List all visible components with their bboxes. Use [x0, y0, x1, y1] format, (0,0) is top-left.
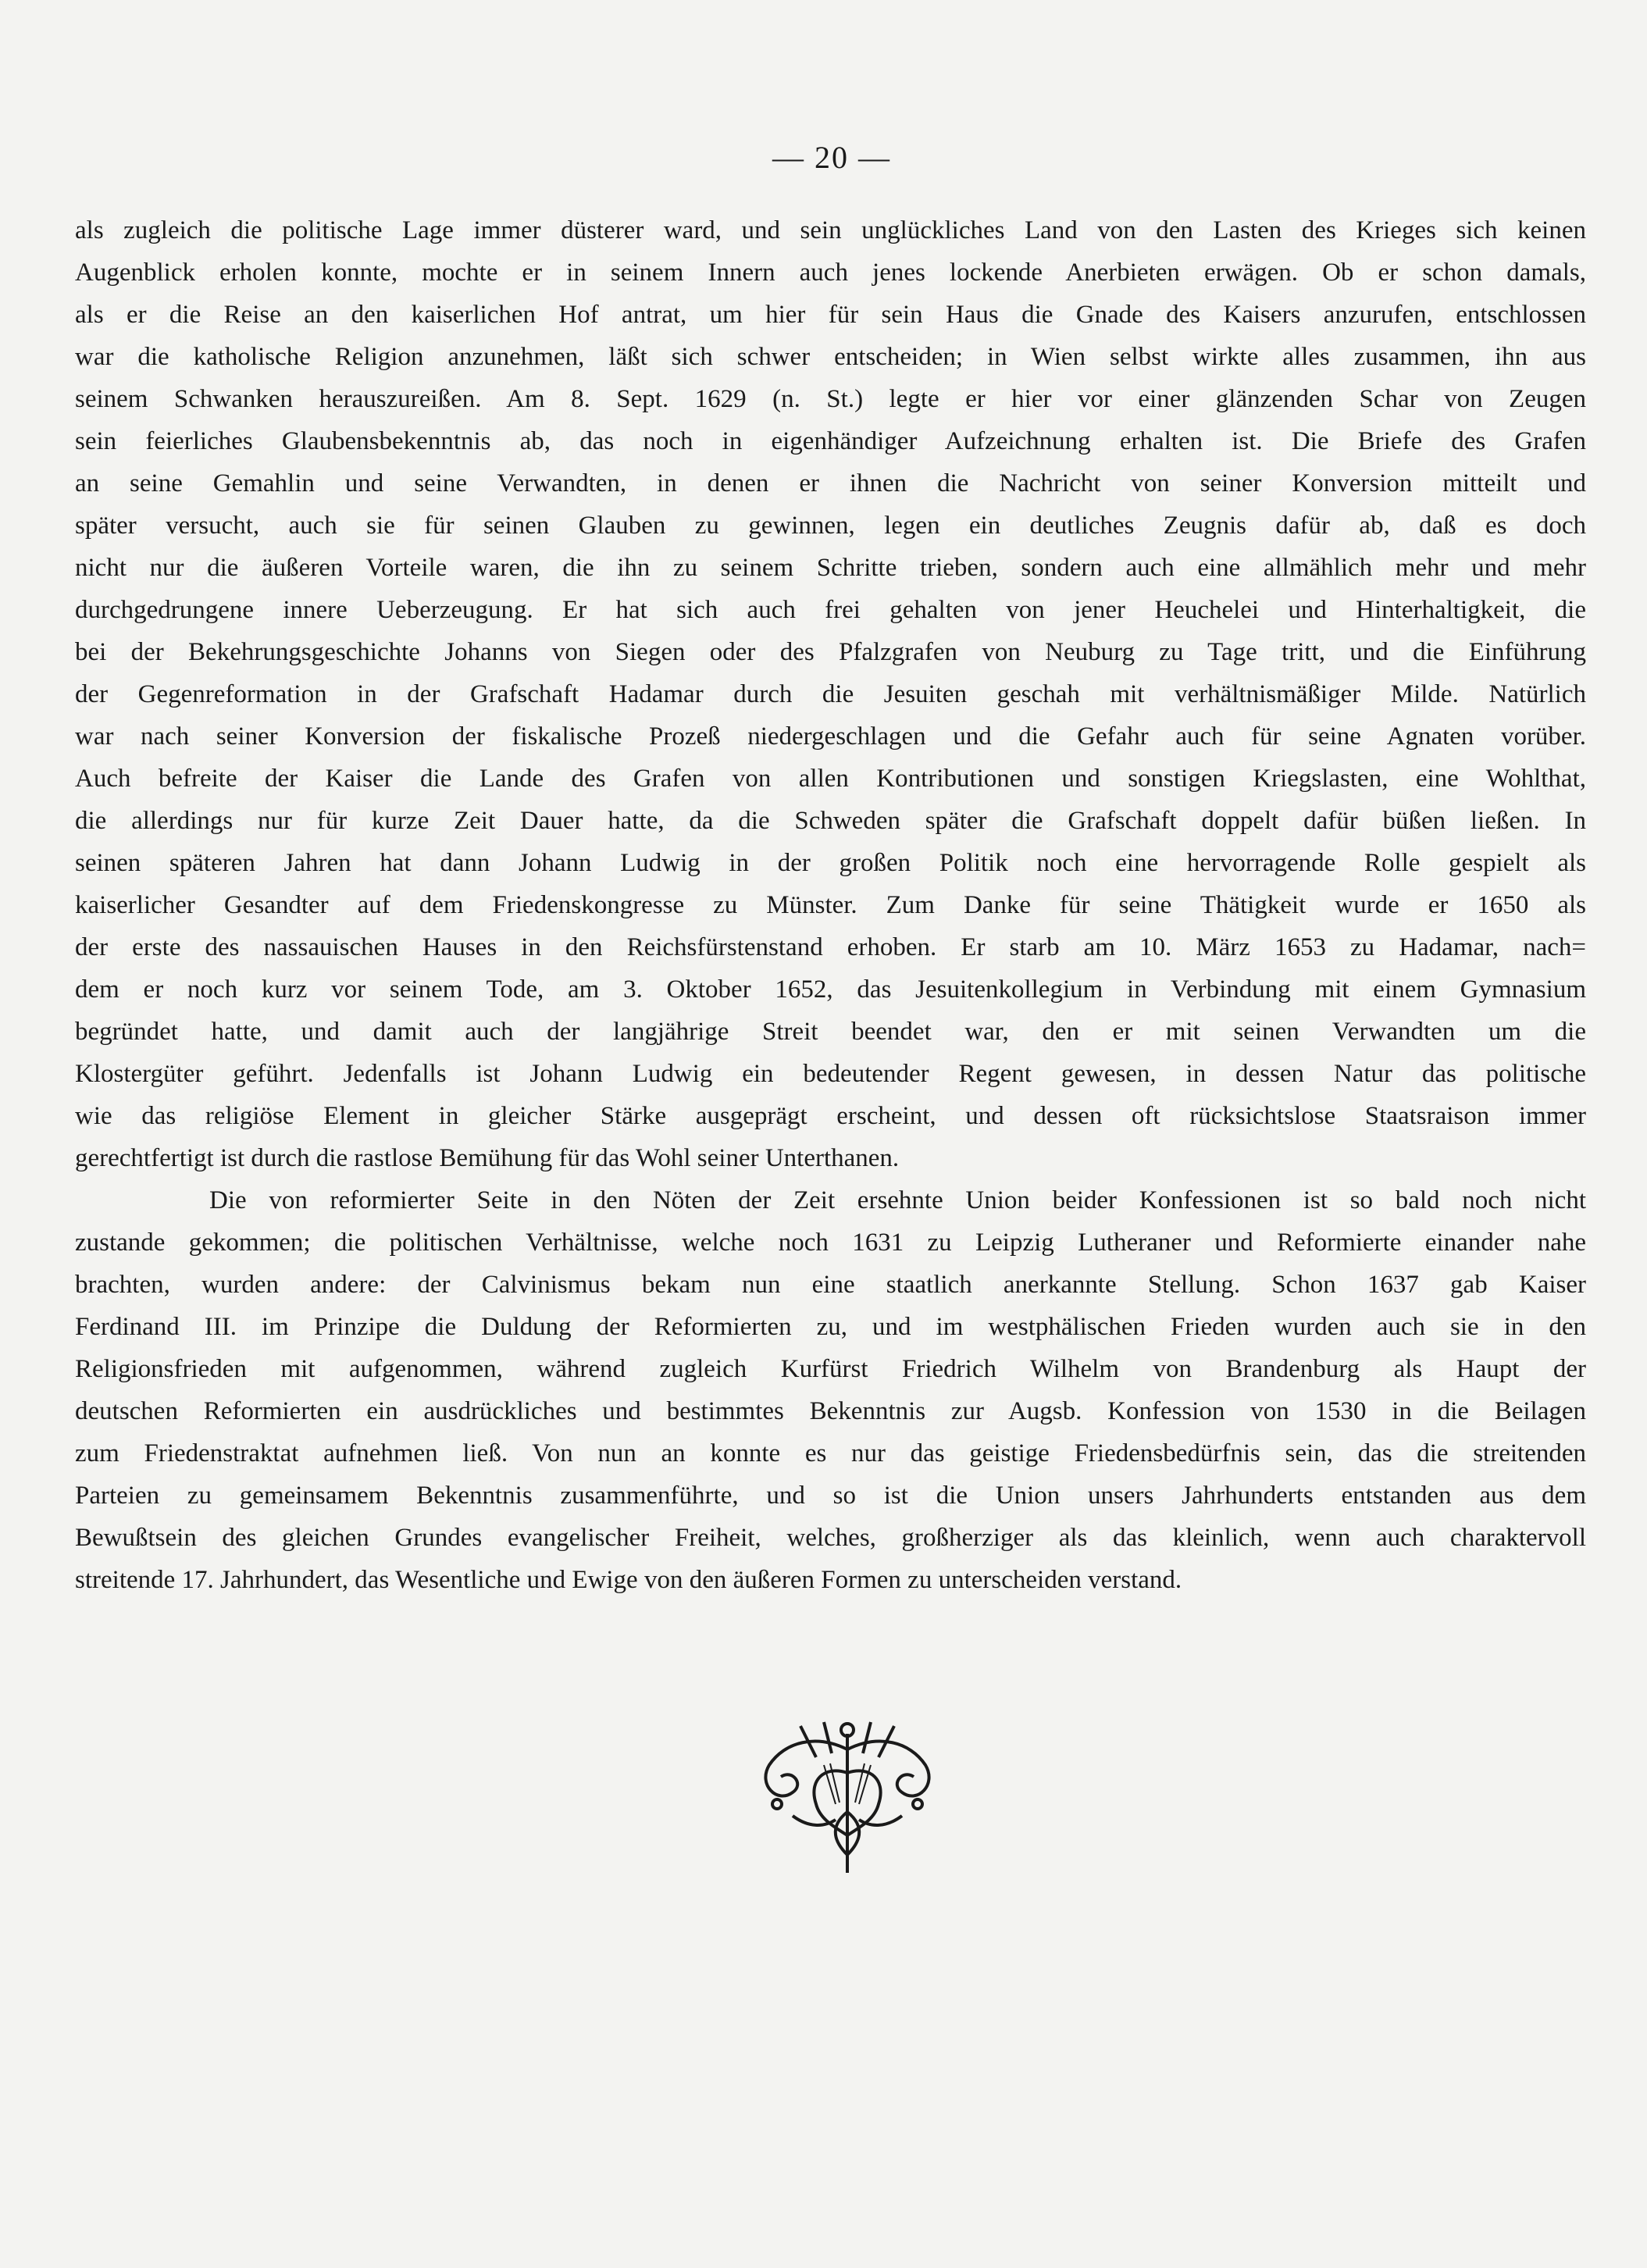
text-line: durchgedrungene innere Ueberzeugung. Er hat sich auch frei gehalten von jener Heuchelei und Hinterhaltigkeit, die	[75, 596, 1586, 624]
text-line: an seine Gemahlin und seine Verwandten, in denen er ihnen die Nachricht von seiner Konversion mitteilt und	[75, 469, 1586, 497]
text-line: sein feierliches Glaubensbekenntnis ab, das noch in eigenhändiger Aufzeichnung erhalten ist. Die Briefe des Grafen	[75, 427, 1586, 455]
text-line: Bewußtsein des gleichen Grundes evangelischer Freiheit, welches, großherziger als das kleinlich, wenn auch charaktervoll	[75, 1524, 1586, 1552]
text-line: seinem Schwanken herauszureißen. Am 8. Sept. 1629 (n. St.) legte er hier vor einer glänzenden Schar von Zeugen	[75, 385, 1586, 413]
text-line: Auch befreite der Kaiser die Lande des Grafen von allen Kontributionen und sonstigen Kriegslasten, eine Wohlthat,	[75, 765, 1586, 793]
text-line: kaiserlicher Gesandter auf dem Friedenskongresse zu Münster. Zum Danke für seine Thätigkeit wurde er 1650 als	[75, 891, 1586, 919]
text-line: als er die Reise an den kaiserlichen Hof antrat, um hier für sein Haus die Gnade des Kaisers anzurufen, entschlossen	[75, 301, 1586, 329]
text-line: begründet hatte, und damit auch der langjährige Streit beendet war, den er mit seinen Verwandten um die	[75, 1018, 1586, 1046]
text-line: Augenblick erholen konnte, mochte er in seinem Innern auch jenes lockende Anerbieten erwägen. Ob er schon damals,	[75, 259, 1586, 287]
text-line: der Gegenreformation in der Grafschaft Hadamar durch die Jesuiten geschah mit verhältnismäßiger Milde. Natürlich	[75, 680, 1586, 708]
text-line: der erste des nassauischen Hauses in den Reichsfürstenstand erhoben. Er starb am 10. März 1653 zu Hadamar, nach=	[75, 933, 1586, 961]
text-line: brachten, wurden andere: der Calvinismus bekam nun eine staatlich anerkannte Stellung. Schon 1637 gab Kaiser	[75, 1271, 1586, 1299]
text-line: seinen späteren Jahren hat dann Johann Ludwig in der großen Politik noch eine hervorragende Rolle gespielt als	[75, 849, 1586, 877]
text-line: deutschen Reformierten ein ausdrückliches und bestimmtes Bekenntnis zur Augsb. Konfession von 1530 in die Beilagen	[75, 1397, 1586, 1425]
text-line: war die katholische Religion anzunehmen, läßt sich schwer entscheiden; in Wien selbst wirkte alles zusammen, ihn aus	[75, 343, 1586, 371]
text-line: dem er noch kurz vor seinem Tode, am 3. Oktober 1652, das Jesuitenkollegium in Verbindung mit einem Gymnasium	[75, 975, 1586, 1004]
text-line: zustande gekommen; die politischen Verhältnisse, welche noch 1631 zu Leipzig Lutheraner und Reformierte einander nahe	[75, 1228, 1586, 1257]
text-line: Religionsfrieden mit aufgenommen, während zugleich Kurfürst Friedrich Wilhelm von Brandenburg als Haupt der	[75, 1355, 1586, 1383]
text-line: später versucht, auch sie für seinen Glauben zu gewinnen, legen ein deutliches Zeugnis dafür ab, daß es doch	[75, 512, 1586, 540]
text-line: Parteien zu gemeinsamem Bekenntnis zusammenführte, und so ist die Union unsers Jahrhunderts entstanden aus dem	[75, 1482, 1586, 1510]
text-line: zum Friedenstraktat aufnehmen ließ. Von nun an konnte es nur das geistige Friedensbedürfnis sein, das die streitenden	[75, 1439, 1586, 1467]
text-line: die allerdings nur für kurze Zeit Dauer hatte, da die Schweden später die Grafschaft doppelt dafür büßen ließen. In	[75, 807, 1586, 835]
text-line: gerechtfertigt ist durch die rastlose Bemühung für das Wohl seiner Unterthanen.	[75, 1144, 900, 1172]
text-line: Klostergüter geführt. Jedenfalls ist Johann Ludwig ein bedeutender Regent gewesen, in dessen Natur das politische	[75, 1060, 1586, 1088]
text-line: bei der Bekehrungsgeschichte Johanns von Siegen oder des Pfalzgrafen von Neuburg zu Tage tritt, und die Einführung	[75, 638, 1586, 666]
text-line: als zugleich die politische Lage immer düsterer ward, und sein unglückliches Land von den Lasten des Krieges sich keinen	[75, 216, 1586, 244]
text-line: wie das religiöse Element in gleicher Stärke ausgeprägt erscheint, und dessen oft rücksichtslose Staatsraison immer	[75, 1102, 1586, 1130]
text-line: war nach seiner Konversion der fiskalische Prozeß niedergeschlagen und die Gefahr auch für seine Agnaten vorüber.	[75, 722, 1586, 751]
body-text	[75, 209, 1586, 1601]
text-line: nicht nur die äußeren Vorteile waren, die ihn zu seinem Schritte trieben, sondern auch eine allmählich mehr und mehr	[75, 554, 1586, 582]
text-line: Die von reformierter Seite in den Nöten der Zeit ersehnte Union beider Konfessionen ist so bald noch nicht	[209, 1186, 1586, 1214]
text-line: streitende 17. Jahrhundert, das Wesentliche und Ewige von den äußeren Formen zu unterscheiden verstand.	[75, 1566, 1182, 1594]
text-line: Ferdinand III. im Prinzipe die Duldung der Reformierten zu, und im westphälischen Frieden wurden auch sie in den	[75, 1313, 1586, 1341]
ornament-vignette	[746, 1718, 949, 1874]
page-number: — 20 —	[772, 140, 891, 175]
